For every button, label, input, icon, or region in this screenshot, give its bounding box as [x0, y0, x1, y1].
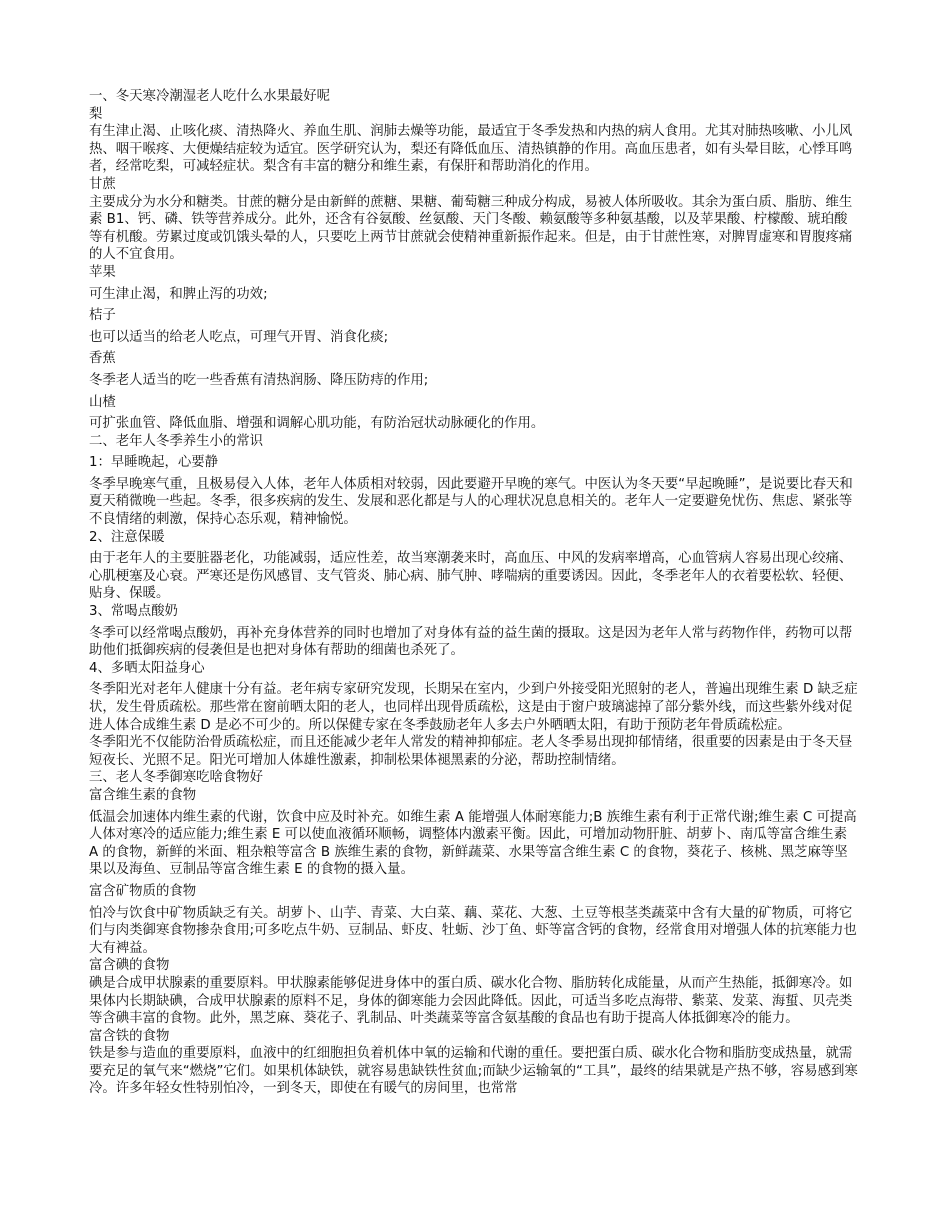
- item-text-vitamin-foods: 低温会加速体内维生素的代谢，饮食中应及时补充。如维生素 A 能增强人体耐寒能力;B 族维生素有利于正常代谢;维生素 C 可提高人体对寒冷的适应能力;维生素 E 可以使血液循环顺畅，调整体内激素平衡。因此，可增加动物肝脏、胡萝卜、南瓜等富含维生素 A 的食物，新鲜的米面、粗杂粮等富含 B 族维生素的食物，新鲜蔬菜、水果等富含维生素 C 的食物，葵花子、核桃、黑芝麻等坚果以及海鱼、豆制品等富含维生素 E 的食物的摄入量。: [89, 809, 857, 878]
- item-title-yogurt: 3、常喝点酸奶: [89, 604, 178, 620]
- section-heading-3: 三、老人冬季御寒吃啥食物好: [89, 770, 264, 786]
- item-text-yogurt: 冬季可以经常喝点酸奶，再补充身体营养的同时也增加了对身体有益的益生菌的摄取。这是因为老年人常与药物作伴，药物可以帮助他们抵御疾病的侵袭但是也把对身体有帮助的细菌也杀死了。: [89, 625, 853, 659]
- item-title-sleep: 1：早睡晚起，心要静: [89, 455, 219, 471]
- item-title-sunshine: 4、多晒太阳益身心: [89, 660, 205, 676]
- item-title-orange: 桔子: [89, 308, 116, 324]
- section-heading-1: 一、冬天寒冷潮湿老人吃什么水果最好呢: [89, 89, 331, 104]
- item-text-apple: 可生津止渴，和脾止泻的功效;: [89, 286, 268, 302]
- item-text-pear: 有生津止渴、止咳化痰、清热降火、养血生肌、润肺去燥等功能，最适宜于冬季发热和内热的病人食用。尤其对肺热咳嗽、小儿风热、咽干喉疼、大便燥结症较为适宜。医学研究认为，梨还有降低血压、清热镇静的作用。高血压患者，如有头晕目眩，心悸耳鸣者，经常吃梨，可减轻症状。梨含有丰富的糖分和维生素，有保肝和帮助消化的作用。: [89, 124, 853, 175]
- item-title-iron-foods: 富含铁的食物: [89, 1028, 170, 1044]
- item-title-apple: 苹果: [89, 264, 116, 280]
- item-title-pear: 梨: [89, 106, 103, 122]
- item-title-mineral-foods: 富含矿物质的食物: [89, 883, 197, 899]
- item-text-iron-foods: 铁是参与造血的重要原料，血液中的红细胞担负着机体中氧的运输和代谢的重任。要把蛋白质、碳水化合物和脂肪变成热量，就需要充足的氧气来“燃烧”它们。如果机体缺铁，就容易患缺铁性贫血;而缺少运输氧的“工具”，最终的结果就是产热不够，容易感到寒冷。许多年轻女性特别怕冷，一到冬天，即使在有暖气的房间里，也常常: [89, 1046, 858, 1097]
- item-title-hawthorn: 山楂: [89, 394, 116, 410]
- item-text-warmth: 由于老年人的主要脏器老化，功能减弱，适应性差，故当寒潮袭来时，高血压、中风的发病率增高，心血管病人容易出现心绞痛、心肌梗塞及心衰。严寒还是伤风感冒、支气管炎、肺心病、肺气肿、哮喘病的重要诱因。因此，冬季老年人的衣着要松软、轻便、贴身、保暖。: [89, 551, 853, 602]
- item-text-hawthorn: 可扩张血管、降低血脂、增强和调解心肌功能，有防治冠状动脉硬化的作用。: [89, 416, 545, 432]
- item-title-vitamin-foods: 富含维生素的食物: [89, 787, 197, 803]
- item-text-orange: 也可以适当的给老人吃点，可理气开胃、消食化痰;: [89, 329, 389, 345]
- item-text-banana: 冬季老人适当的吃一些香蕉有清热润肠、降压防痔的作用;: [89, 372, 429, 388]
- item-text-sunshine: 冬季阳光对老年人健康十分有益。老年病专家研究发现，长期呆在室内，少到户外接受阳光照射的老人，普遍出现维生素 D 缺乏症状，发生骨质疏松。那些常在窗前晒太阳的老人，也同样出现骨质疏松，这是由于窗户玻璃滤掉了部分紫外线，而这些紫外线对促进人体合成维生素 D 是必不可少的。所以保健专家在冬季鼓励老年人多去户外晒晒太阳，有助于预防老年骨质疏松症。: [89, 682, 858, 733]
- item-title-banana: 香蕉: [89, 351, 116, 367]
- document-page: [89, 88, 859, 1098]
- item-title-sugarcane: 甘蔗: [89, 176, 116, 192]
- item-text-iodine-foods: 碘是合成甲状腺素的重要原料。甲状腺素能够促进身体中的蛋白质、碳水化合物、脂肪转化成能量，从而产生热能，抵御寒冷。如果体内长期缺碘，合成甲状腺素的原料不足，身体的御寒能力会因此降低。因此，可适当多吃点海带、紫菜、发菜、海蜇、贝壳类等含碘丰富的食物。此外，黑芝麻、葵花子、乳制品、叶类蔬菜等富含氨基酸的食品也有助于提高人体抵御寒冷的能力。: [89, 975, 853, 1027]
- item-title-warmth: 2、注意保暖: [89, 529, 165, 545]
- item-text-mineral-foods: 怕冷与饮食中矿物质缺乏有关。胡萝卜、山芋、青菜、大白菜、藕、菜花、大葱、土豆等根茎类蔬菜中含有大量的矿物质，可将它们与肉类御寒食物掺杂食用;可多吃点牛奶、豆制品、虾皮、牡蛎、沙丁鱼、虾等富含钙的食物，经常食用对增强人体的抗寒能力也大有裨益。: [89, 905, 857, 956]
- section-heading-2: 二、老年人冬季养生小的常识: [89, 433, 264, 449]
- item-text-sugarcane: 主要成分为水分和糖类。甘蔗的糖分是由新鲜的蔗糖、果糖、葡萄糖三种成分构成，易被人体所吸收。其余为蛋白质、脂肪、维生素 B1、钙、磷、铁等营养成分。此外，还含有谷氨酸、丝氨酸、天门冬酸、赖氨酸等多种氨基酸，以及苹果酸、柠檬酸、琥珀酸等有机酸。劳累过度或饥饿头晕的人，只要吃上两节甘蔗就会使精神重新振作起来。但是，由于甘蔗性寒，对脾胃虚寒和胃腹疼痛的人不宜食用。: [89, 194, 853, 263]
- item-text-sleep: 冬季早晚寒气重，且极易侵入人体，老年人体质相对较弱，因此要避开早晚的寒气。中医认为冬天要“早起晚睡”，是说要比春天和夏天稍微晚一些起。冬季，很多疾病的发生、发展和恶化都是与人的心理状况息息相关的。老年人一定要避免忧伤、焦虑、紧张等不良情绪的刺激，保持心态乐观，精神愉悦。: [89, 476, 853, 528]
- item-title-iodine-foods: 富含碘的食物: [89, 958, 170, 974]
- item-text-sunshine-extra: 冬季阳光不仅能防治骨质疏松症，而且还能减少老年人常发的精神抑郁症。老人冬季易出现抑郁情绪，很重要的因素是由于冬天昼短夜长、光照不足。阳光可增加人体雄性激素，抑制松果体褪黑素的分泌，帮助控制情绪。: [89, 735, 853, 768]
